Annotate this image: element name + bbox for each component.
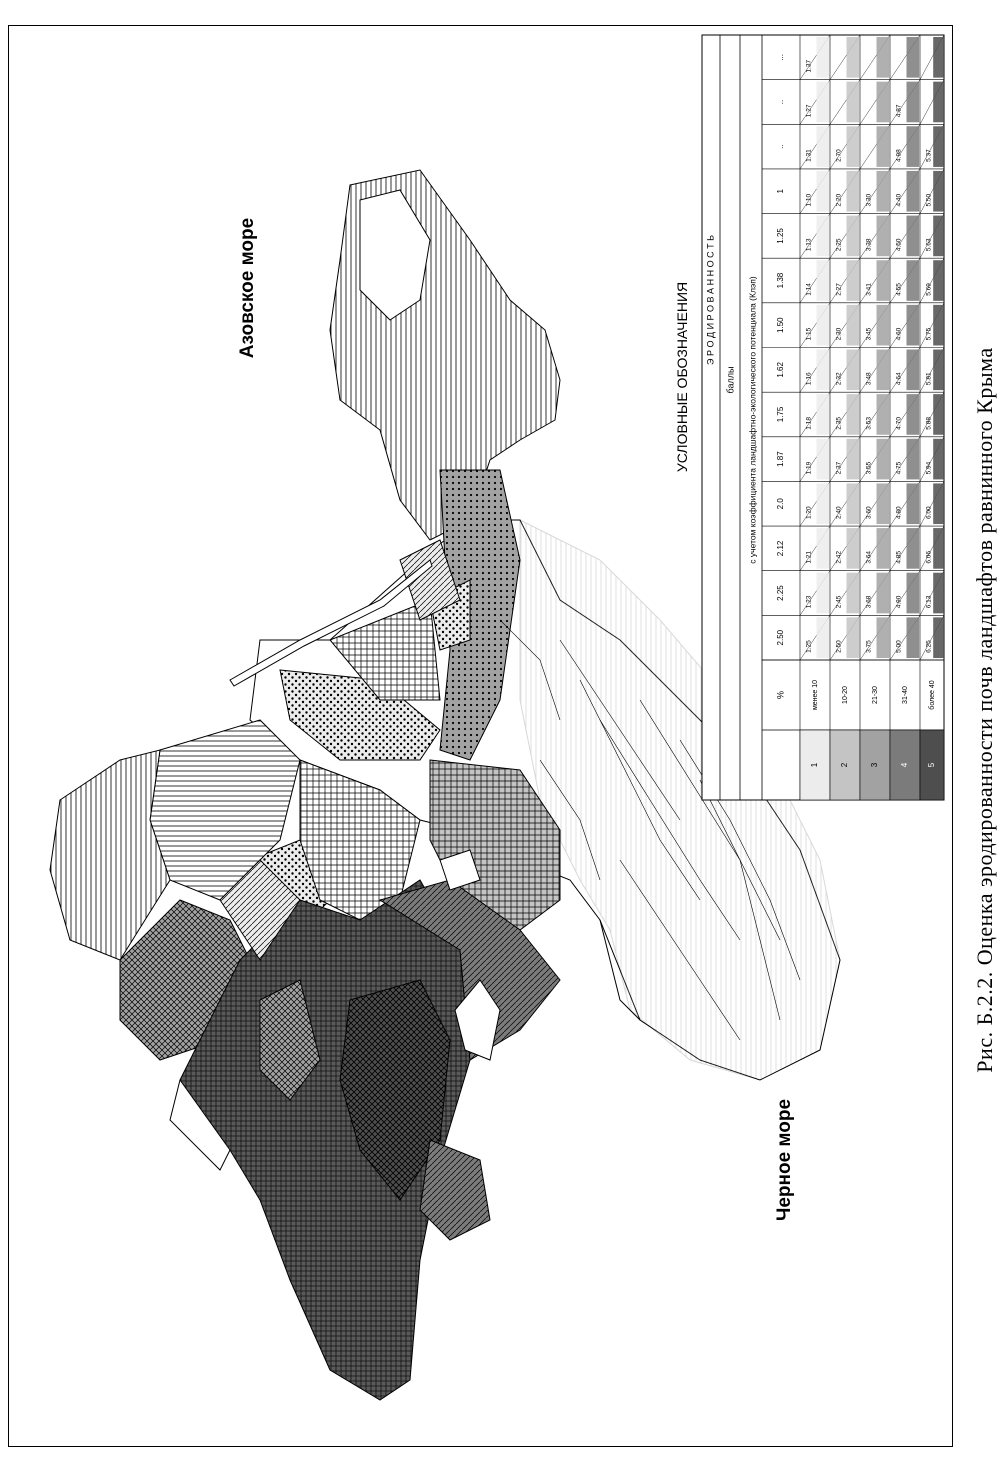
legend-title: УСЛОВНЫЕ ОБОЗНАЧЕНИЯ	[674, 281, 690, 473]
legend-cell-shade	[933, 350, 943, 391]
legend-cell-value: 5.94	[925, 461, 933, 475]
legend-cell-shade	[877, 260, 890, 301]
legend-cell-value: 5.00	[895, 640, 903, 653]
legend-cell-value: 5.88	[925, 417, 933, 430]
legend-cell-value: 3.38	[865, 238, 873, 252]
legend-cell-shade	[847, 573, 860, 614]
legend-cell-shade	[877, 483, 890, 524]
legend-cell-value: 1.21	[805, 550, 813, 564]
legend-cell-shade	[847, 350, 860, 391]
legend-cell-value: 5.37	[925, 149, 933, 162]
legend-cell-shade	[877, 394, 890, 435]
legend-cell-value: 2.45	[835, 595, 843, 609]
legend-cell-value: 5.81	[925, 372, 933, 386]
legend-cell-shade	[877, 37, 890, 78]
legend-cell-shade	[933, 260, 943, 301]
legend-cell-shade	[817, 171, 830, 212]
legend-cell-shade	[907, 37, 920, 78]
legend-cell-shade	[907, 305, 920, 346]
legend-cell-shade	[933, 617, 943, 658]
legend-cell-value: 1.20	[805, 506, 813, 520]
legend-cell-shade	[877, 305, 890, 346]
legend-cell-value: 2.30	[835, 327, 843, 341]
legend-cell-shade	[907, 350, 920, 391]
legend-cell-value: 4.87	[895, 104, 903, 118]
legend-cell-shade	[877, 617, 890, 658]
legend-cell-shade	[907, 394, 920, 435]
legend-cell-shade	[877, 216, 890, 257]
legend-cell-shade	[877, 82, 890, 123]
legend-coefficient: 1.50	[776, 317, 786, 333]
legend-cell-shade	[847, 171, 860, 212]
legend-cell-value: 2.35	[835, 417, 843, 430]
legend-cell-shade	[907, 617, 920, 658]
legend-cell-shade	[907, 439, 920, 480]
legend-cell-value: 6.13	[925, 595, 933, 609]
legend-cell-shade	[847, 483, 860, 524]
azov-sea-label: Азовское море	[237, 217, 258, 359]
legend-subtitle: Э Р О Д И Р О В А Н Н О С Т Ь	[705, 235, 716, 365]
legend-cell-shade	[847, 528, 860, 569]
legend-cell-value: 1.10	[805, 193, 813, 207]
legend-cell-shade	[817, 528, 830, 569]
legend-cell-value: 4.80	[895, 506, 903, 520]
legend-cell-value: 3.48	[865, 372, 873, 386]
legend-cell-shade	[907, 126, 920, 167]
legend-cell-value: 5.75	[925, 327, 933, 341]
legend-cell-shade	[933, 573, 943, 614]
legend-cell-shade	[933, 483, 943, 524]
legend-cell-shade	[933, 528, 943, 569]
legend-cell-value: 4.60	[895, 327, 903, 341]
legend-coefficient: ..	[776, 144, 786, 149]
legend-percent-range: 31-40	[901, 686, 909, 704]
legend-cell-shade	[847, 216, 860, 257]
legend-cell-shade	[817, 483, 830, 524]
legend-cell-shade	[907, 82, 920, 123]
legend-coefficient: 1.25	[776, 228, 786, 244]
legend-percent-range: 10-20	[841, 686, 849, 704]
legend-cell-value: 1.16	[805, 372, 813, 386]
legend-cell-value: 1.14	[805, 283, 813, 296]
legend-cell-shade	[817, 305, 830, 346]
legend-cell-value: 4.70	[895, 417, 903, 430]
legend-coefficient: 1.87	[776, 451, 786, 467]
legend-cell-value: 5.69	[925, 283, 933, 296]
legend-cell-value: 2.40	[835, 506, 843, 520]
legend-cell-shade	[933, 171, 943, 212]
legend-cell-value: 2.42	[835, 550, 843, 564]
legend-cell-value: 1.19	[805, 461, 813, 475]
legend-cell-shade	[817, 439, 830, 480]
legend-cell-value: 1.23	[805, 595, 813, 609]
legend-cell-shade	[907, 171, 920, 212]
legend-cell-value: 4.98	[895, 149, 903, 162]
legend-cell-value: 4.55	[895, 283, 903, 296]
legend-cell-value: 3.55	[865, 461, 873, 475]
legend-cell-value: 3.75	[865, 640, 873, 653]
legend-coefficient: 2.12	[776, 540, 786, 557]
legend-cell-shade	[847, 37, 860, 78]
legend-cell-shade	[933, 216, 943, 257]
legend-cell-shade	[877, 573, 890, 614]
legend-cell-value: 6.00	[925, 506, 933, 520]
legend-cell-value: 1.27	[805, 104, 813, 118]
legend-cell-value: 3.64	[865, 550, 873, 564]
figure-caption: Рис. Б.2.2. Оценка эродированности почв ландшафтов равнинного Крыма	[972, 347, 997, 1073]
legend-cell-shade	[817, 37, 830, 78]
legend-cell-value: 3.41	[865, 283, 873, 296]
legend-cell-shade	[933, 439, 943, 480]
legend-cell-value: 1.13	[805, 238, 813, 252]
legend-cell-value: 4.75	[895, 461, 903, 475]
legend-cell-value: 3.45	[865, 327, 873, 341]
legend-cell-value: 1.25	[805, 640, 813, 653]
legend-cell-value: 4.64	[895, 372, 903, 386]
legend-cell-shade	[907, 483, 920, 524]
legend-cell-value: 1.31	[805, 149, 813, 162]
legend-cell-shade	[817, 617, 830, 658]
legend-cell-shade	[933, 82, 943, 123]
legend-cell-value: 5.50	[925, 193, 933, 207]
legend-cell-value: 3.30	[865, 193, 873, 207]
legend-coefficient: 1.75	[776, 406, 786, 423]
legend-grade-number: 4	[900, 762, 910, 768]
legend-cell-value: 4.40	[895, 193, 903, 207]
legend-cell-shade	[817, 350, 830, 391]
legend-cell-value: 1.37	[805, 59, 813, 73]
legend-cell-value: 3.53	[865, 417, 873, 430]
legend-points-label: баллы	[725, 366, 736, 394]
legend-cell-shade	[877, 171, 890, 212]
legend-cell-value: 4.90	[895, 595, 903, 609]
legend-cell-shade	[933, 37, 943, 78]
legend-cell-shade	[907, 260, 920, 301]
legend-cell-value: 1.15	[805, 327, 813, 341]
legend-cell-shade	[817, 216, 830, 257]
legend-coefficient: 2.0	[776, 498, 786, 510]
legend-cell-shade	[907, 216, 920, 257]
legend-cell-value: 2.25	[835, 238, 843, 252]
legend-coefficient: ...	[776, 53, 786, 61]
legend-cell-value: 4.50	[895, 238, 903, 252]
legend-coefficient: ..	[776, 99, 786, 105]
legend-cell-shade	[877, 439, 890, 480]
legend-cell-shade	[847, 617, 860, 658]
legend-cell-value: 5.63	[925, 238, 933, 252]
legend-cell-shade	[907, 528, 920, 569]
legend-cell-shade	[817, 82, 830, 123]
legend-percent-range: более 40	[928, 680, 936, 710]
legend-cell-shade	[933, 394, 943, 435]
legend-coefficient: 1	[776, 189, 786, 194]
legend-cell-shade	[907, 573, 920, 614]
legend-cell-value: 2.50	[835, 640, 843, 653]
legend-coefficient: 2.50	[776, 629, 786, 646]
legend-cell-shade	[847, 82, 860, 123]
legend-grade-number: 5	[927, 762, 937, 768]
legend-cell-value: 6.25	[925, 640, 933, 653]
legend-coefficient: 2.25	[776, 585, 786, 601]
legend-cell-shade	[877, 350, 890, 391]
legend-cell-value: 1.18	[805, 417, 813, 430]
legend-cell-shade	[933, 305, 943, 346]
legend-percent-header: %	[775, 690, 786, 700]
legend-percent-range: 21-30	[871, 686, 879, 704]
legend-cell-shade	[817, 394, 830, 435]
legend-grade-number: 2	[840, 762, 850, 768]
legend-coef-label: с учетом коэффициента ландшафтно-экологического потенциала (Клэп)	[747, 276, 758, 564]
legend-cell-shade	[877, 126, 890, 167]
legend-cell-shade	[817, 573, 830, 614]
legend-grade-number: 1	[810, 762, 820, 768]
legend-cell-value: 2.20	[835, 193, 843, 207]
legend-cell-shade	[817, 260, 830, 301]
legend-cell-shade	[847, 126, 860, 167]
legend-coefficient: 1.62	[776, 362, 786, 378]
black-sea-label: Черное море	[774, 1098, 795, 1222]
legend-cell-value: 2.27	[835, 283, 843, 296]
legend-cell-shade	[817, 126, 830, 167]
legend-cell-value: 3.68	[865, 595, 873, 609]
legend-grade-number: 3	[870, 762, 880, 768]
legend-cell-shade	[877, 528, 890, 569]
legend-coefficient: 1.38	[776, 272, 786, 289]
legend-percent-range: менее 10	[811, 679, 819, 711]
legend-cell-value: 6.06	[925, 550, 933, 564]
legend-cell-shade	[847, 394, 860, 435]
legend-cell-shade	[933, 126, 943, 167]
legend-cell-value: 2.37	[835, 461, 843, 475]
legend-cell-value: 3.60	[865, 506, 873, 520]
legend-cell-value: 2.70	[835, 149, 843, 162]
legend-cell-value: 2.32	[835, 372, 843, 386]
legend-cell-shade	[847, 439, 860, 480]
legend-cell-shade	[847, 305, 860, 346]
legend-cell-shade	[847, 260, 860, 301]
legend-cell-value: 4.85	[895, 550, 903, 564]
